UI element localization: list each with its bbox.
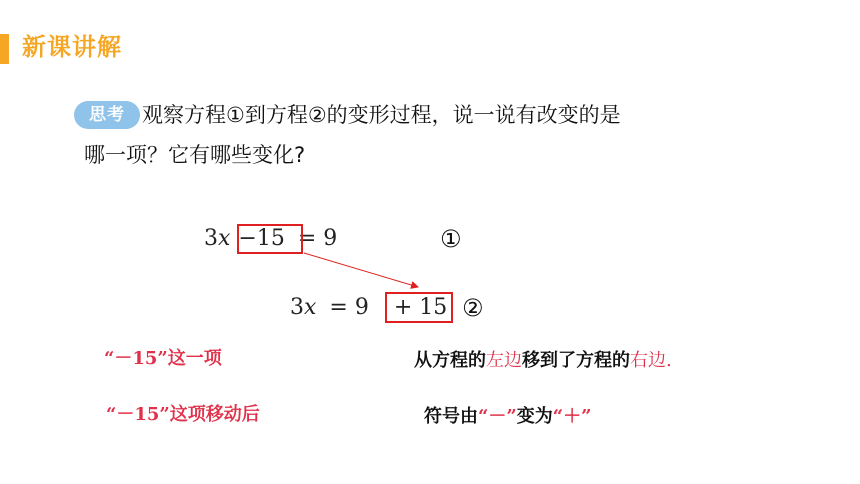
move-description bbox=[414, 348, 672, 374]
eq2-variable: x bbox=[304, 295, 317, 320]
move-right-word: 右边 bbox=[630, 350, 666, 371]
eq2-label: ② bbox=[462, 294, 484, 322]
sign-minus: “－” bbox=[478, 406, 517, 427]
eq2-lhs-rest: = 9 bbox=[329, 295, 369, 320]
eq1-variable: x bbox=[218, 226, 231, 251]
section-title: 新课讲解 bbox=[22, 33, 122, 61]
sign-plus: “＋” bbox=[552, 406, 592, 427]
eq2-moved-term: + 15 bbox=[393, 295, 448, 320]
eq1-rest: = 9 bbox=[297, 226, 338, 251]
eq1-label: ① bbox=[440, 225, 462, 253]
sign-description bbox=[424, 404, 591, 430]
question-text-line2: 哪一项？它有哪些变化? bbox=[84, 143, 306, 167]
after-move-label: “－15”这项移动后 bbox=[106, 404, 260, 425]
move-desc-end: . bbox=[666, 350, 672, 371]
eq2-coefficient: 3 bbox=[290, 295, 304, 320]
think-badge: 思考 bbox=[74, 101, 140, 129]
term-label: “－15”这一项 bbox=[104, 348, 222, 369]
move-desc-prefix: 从方程的 bbox=[414, 350, 486, 371]
question-text-line1: 观察方程①到方程②的变形过程，说一说有改变的是 bbox=[142, 103, 621, 127]
sign-desc-mid: 变为 bbox=[516, 406, 553, 427]
eq1-coefficient: 3 bbox=[204, 226, 218, 251]
move-desc-mid: 移到了方程的 bbox=[522, 350, 630, 371]
eq1-moved-term: −15 bbox=[238, 226, 285, 251]
move-left-word: 左边 bbox=[486, 350, 522, 371]
sign-desc-prefix: 符号由 bbox=[424, 406, 478, 427]
